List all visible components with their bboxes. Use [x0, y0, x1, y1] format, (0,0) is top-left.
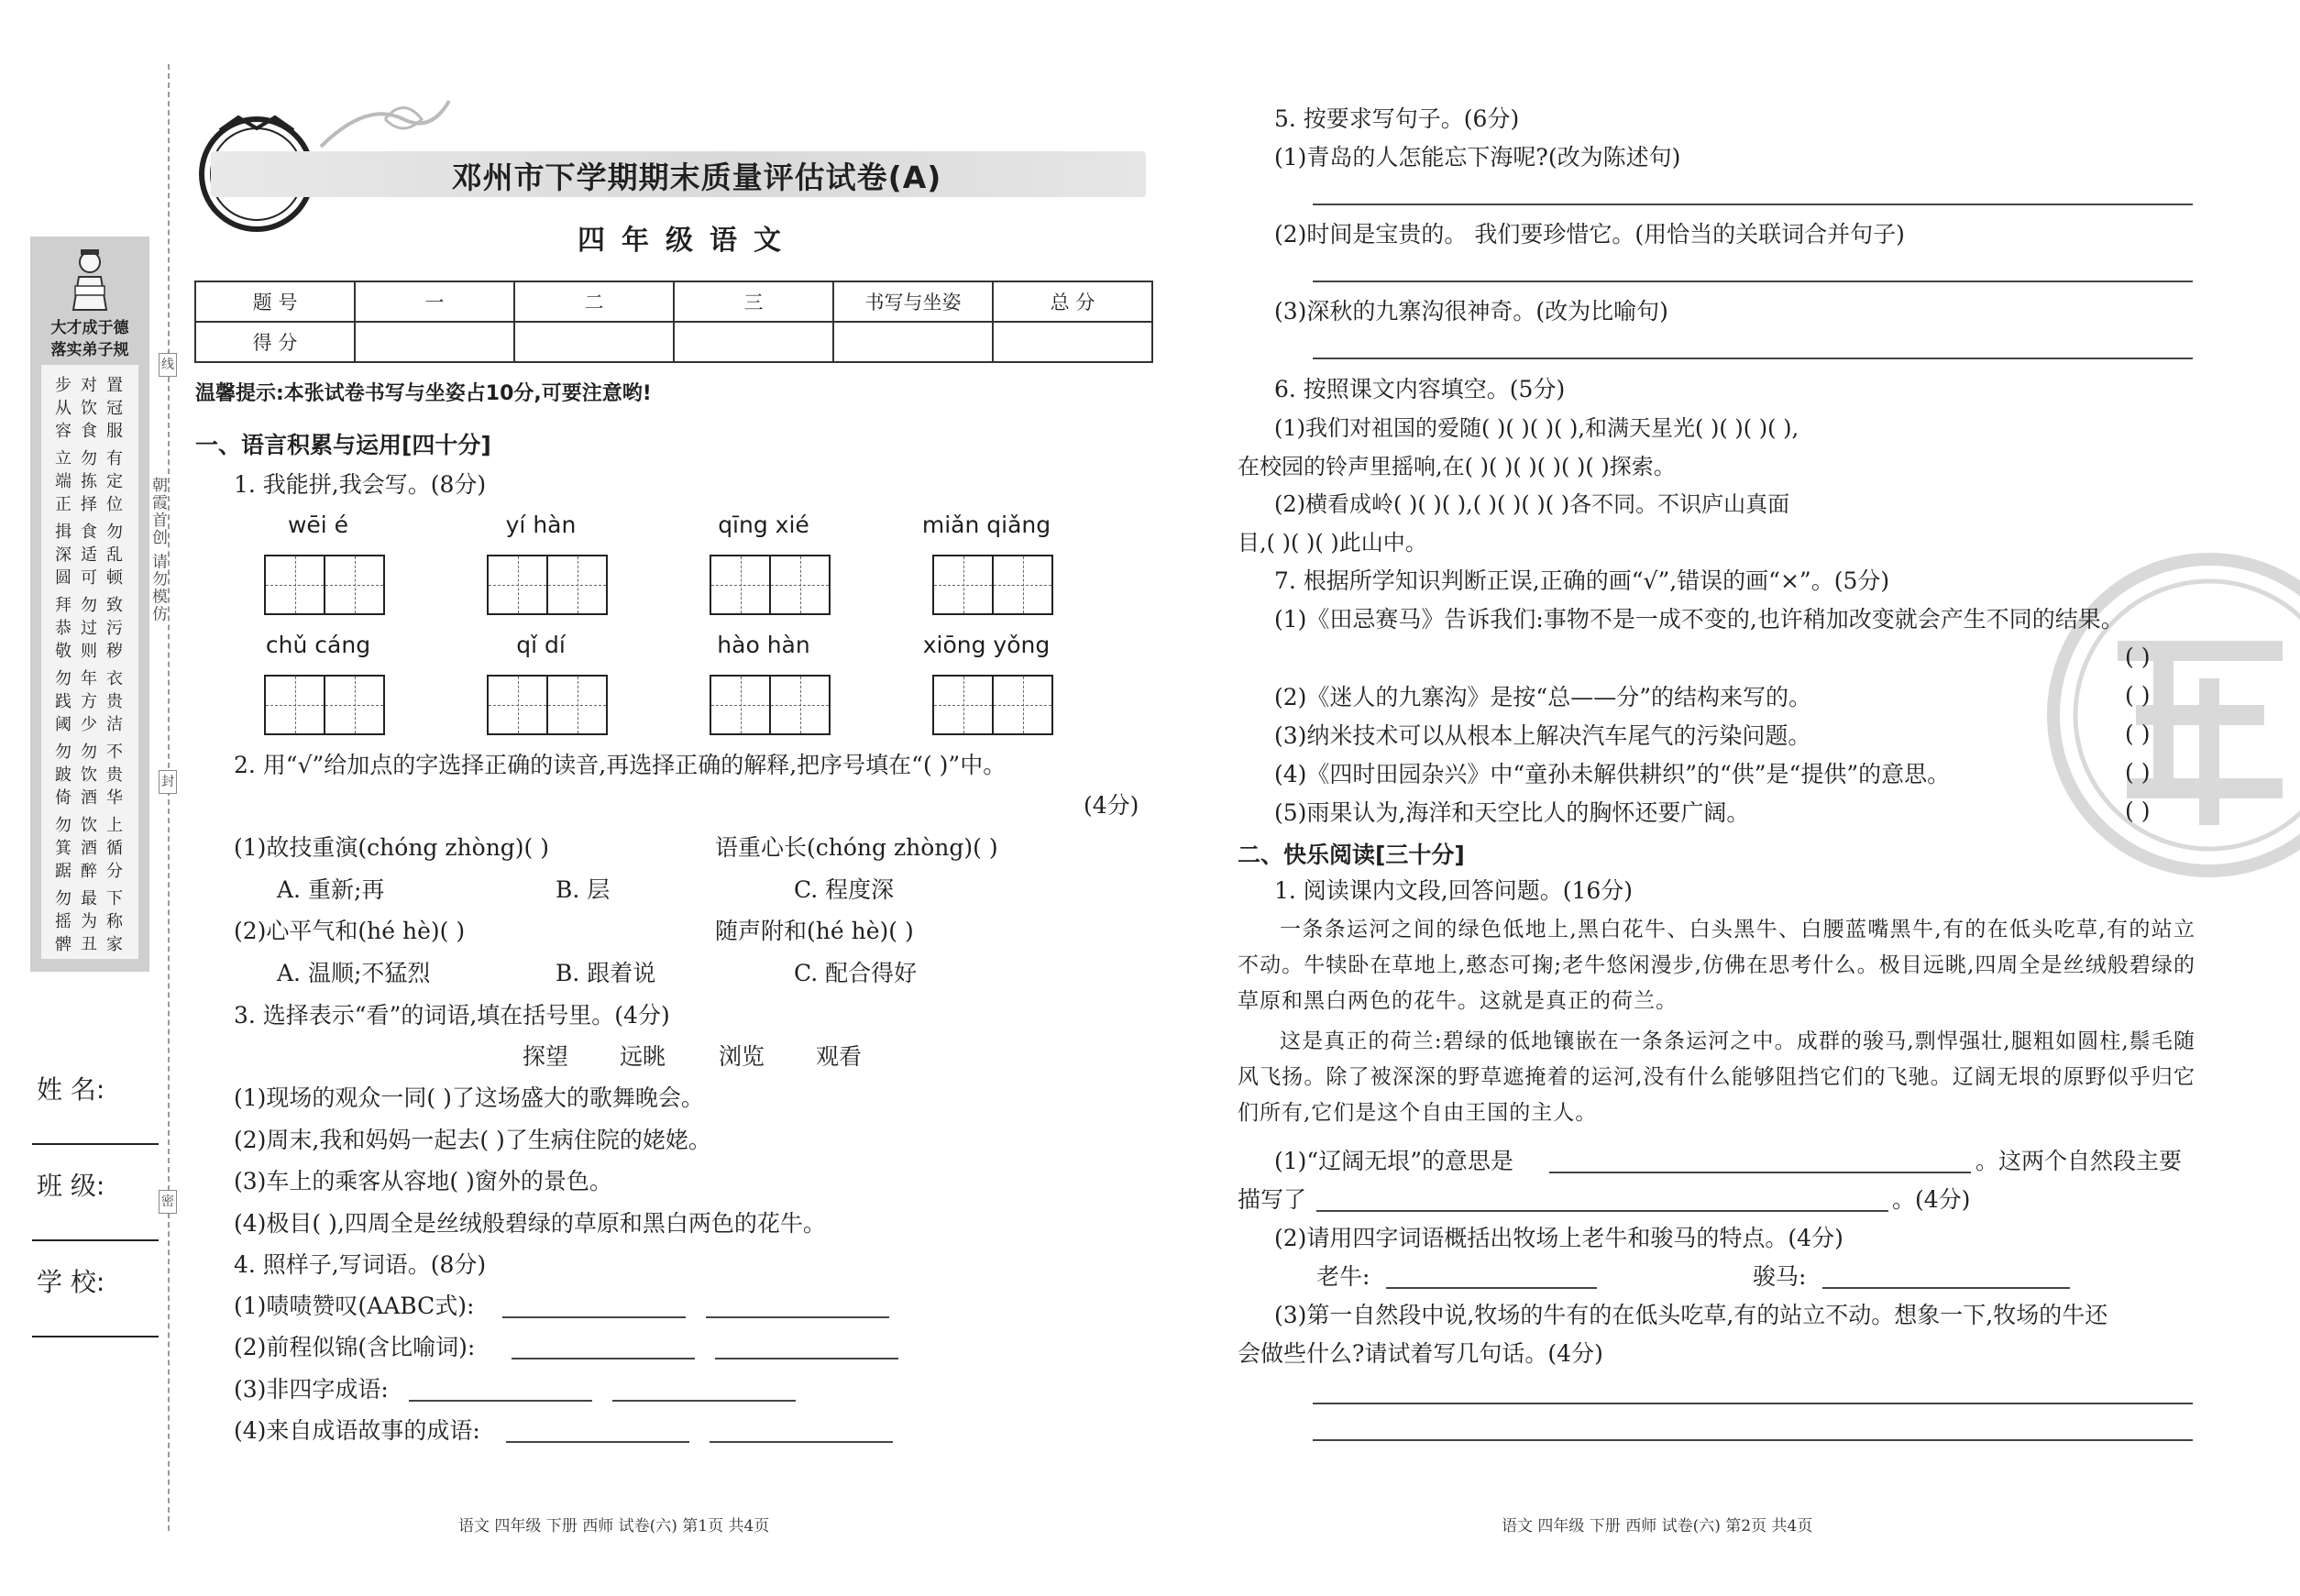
option-b: B. 跟着说: [556, 960, 656, 986]
question-7-item: (2)《迷人的九寨沟》是按“总——分”的结构来写的。: [1274, 684, 1811, 710]
question-2-item-2a[interactable]: (2)心平气和(hé hè)( ): [234, 918, 466, 944]
character-grid[interactable]: [264, 675, 385, 735]
question-4-item: (3)非四字成语:: [234, 1376, 389, 1403]
name-field[interactable]: [32, 1143, 159, 1145]
question-2: 2. 用“√”给加点的字选择正确的读音,再选择正确的解释,把序号填在“( )”中。: [234, 752, 1007, 778]
motto-column: 勿饮酒: [81, 743, 97, 808]
answer-blank[interactable]: [1549, 1172, 1971, 1173]
question-3-item[interactable]: (4)极目( ),四周全是丝绒般碧绿的草原和黑白两色的花牛。: [234, 1210, 826, 1237]
page-footer-left: 语文 四年级 下册 西师 试卷(六) 第1页 共4页: [458, 1517, 770, 1535]
reading-q3-prompt-line2: 会做些什么?请试着写几句话。(4分): [1238, 1340, 1603, 1367]
motto-column: 置冠服: [106, 376, 123, 441]
seal-mark-secret: 密: [159, 1190, 177, 1214]
option-c: C. 程度深: [794, 876, 895, 903]
motto-column: 立端正: [55, 449, 72, 514]
motto-column: 上循分: [106, 816, 123, 881]
motto-column: 最为丑: [81, 889, 97, 954]
word-option: 浏览: [719, 1043, 765, 1070]
motto-column: 勿践阈: [55, 669, 72, 734]
exam-title: 邓州市下学期期末质量评估试卷(A): [451, 160, 942, 195]
motto-column: 食适可: [81, 523, 97, 588]
question-5-item: (3)深秋的九寨沟很神奇。(改为比喻句): [1274, 298, 1668, 325]
question-6-line[interactable]: 目,( )( )( )此山中。: [1238, 530, 1427, 556]
reading-question-1: 1. 阅读课内文段,回答问题。(16分): [1274, 877, 1634, 904]
scholar-illustration-icon: [62, 246, 117, 314]
question-3-item[interactable]: (3)车上的乘客从容地( )窗外的景色。: [234, 1168, 612, 1194]
motto-column: 致污秽: [106, 596, 123, 661]
motto-panel: [30, 237, 149, 972]
judgement-paren[interactable]: ( ): [2125, 798, 2151, 824]
motto-column: 勿跛倚: [55, 743, 72, 808]
page-footer-right: 语文 四年级 下册 西师 试卷(六) 第2页 共4页: [1502, 1517, 1813, 1535]
pinyin-label: miǎn qiǎng: [921, 512, 1051, 538]
pinyin-label: chǔ cáng: [265, 632, 371, 658]
motto-column: 年方少: [81, 669, 97, 734]
school-field[interactable]: [32, 1336, 159, 1337]
answer-blank[interactable]: [710, 1441, 893, 1443]
score-table-cell: 一: [355, 281, 514, 322]
score-table-cell: 书写与坐姿: [833, 281, 993, 322]
question-4-item: (2)前程似锦(含比喻词):: [234, 1334, 476, 1360]
question-7-item: (3)纳米技术可以从根本上解决汽车尾气的污染问题。: [1274, 722, 1811, 749]
judgement-paren[interactable]: ( ): [2125, 721, 2151, 747]
score-field[interactable]: [514, 322, 674, 362]
character-grid[interactable]: [710, 555, 831, 615]
judgement-paren[interactable]: ( ): [2125, 682, 2151, 709]
character-grid[interactable]: [487, 555, 608, 615]
motto-column: 揖深圆: [55, 523, 72, 588]
motto-column: 勿过则: [81, 596, 97, 661]
answer-blank[interactable]: [512, 1358, 695, 1359]
question-3-item[interactable]: (2)周末,我和妈妈一起去( )了生病住院的姥姥。: [234, 1127, 711, 1153]
question-7-item: (5)雨果认为,海洋和天空比人的胸怀还要广阔。: [1274, 799, 1750, 826]
answer-line[interactable]: [1313, 204, 2193, 205]
pinyin-label: yí hàn: [505, 512, 577, 538]
motto-column: 有定位: [106, 449, 123, 514]
class-label: 班 级:: [37, 1171, 105, 1201]
question-5: 5. 按要求写句子。(6分): [1274, 105, 1520, 132]
judgement-paren[interactable]: ( ): [2125, 759, 2151, 786]
section2-heading: 二、快乐阅读[三十分]: [1238, 842, 1465, 868]
seal-mark-line: 线: [159, 353, 177, 377]
ribbon-decoration: [312, 92, 458, 156]
character-grid[interactable]: [264, 555, 385, 615]
horse-answer[interactable]: [1822, 1287, 2070, 1289]
pinyin-label: xiōng yǒng: [922, 632, 1051, 658]
motto-column: 勿乱顿: [106, 523, 123, 588]
question-2-item-1b[interactable]: 语重心长(chóng zhòng)( ): [715, 834, 998, 861]
character-grid[interactable]: [710, 675, 831, 735]
question-6: 6. 按照课文内容填空。(5分): [1274, 376, 1566, 402]
question-5-item: (1)青岛的人怎能忘下海呢?(改为陈述句): [1274, 144, 1681, 171]
reading-q1-score: 。(4分): [1892, 1186, 1971, 1213]
score-table-score-row: [195, 322, 1152, 362]
reading-q1-prompt-cont: 。这两个自然段主要: [1975, 1148, 2183, 1174]
answer-blank[interactable]: [506, 1441, 689, 1443]
motto-title: 大才成于德 落实弟子规: [50, 319, 129, 359]
score-field[interactable]: [355, 322, 514, 362]
answer-line[interactable]: [1313, 358, 2193, 359]
motto-column: 勿箕踞: [55, 816, 72, 881]
answer-blank[interactable]: [1316, 1210, 1888, 1212]
score-table-cell: 总 分: [993, 281, 1152, 322]
option-b: B. 层: [556, 876, 611, 903]
reading-q1-prompt: (1)“辽阔无垠”的意思是: [1274, 1148, 1513, 1174]
score-table-cell: 得 分: [195, 322, 355, 362]
question-3-item[interactable]: (1)现场的观众一同( )了这场盛大的歌舞晚会。: [234, 1084, 704, 1111]
question-6-line[interactable]: 在校园的铃声里摇响,在( )( )( )( )( )( )探索。: [1238, 454, 1676, 479]
question-7-item: (1)《田忌赛马》告诉我们:事物不是一成不变的,也许稍加改变就会产生不同的结果。: [1274, 606, 2124, 633]
answer-blank[interactable]: [706, 1316, 889, 1318]
answer-blank[interactable]: [409, 1400, 592, 1402]
answer-blank[interactable]: [612, 1400, 796, 1402]
binding-dashed-line: [168, 64, 170, 1531]
motto-column: 对饮食: [81, 376, 97, 441]
character-grid[interactable]: [932, 555, 1053, 615]
pinyin-label: qīng xié: [718, 512, 809, 538]
reading-passage-paragraph: 一条条运河之间的绿色低地上,黑白花牛、白头黑牛、白腰蓝嘴黑牛,有的在低头吃草,有的站立不动。牛犊卧在草地上,憨态可掬;老牛悠闲漫步,仿佛在思考什么。极目远眺,四周全是丝绒般碧绿的草原和黑白两色的花牛。这就是真正的荷兰。: [1238, 918, 2195, 1013]
old-cow-label: 老牛:: [1316, 1263, 1370, 1290]
question-6-line[interactable]: (1)我们对祖国的爱随( )( )( )( ),和满天星光( )( )( )( ),: [1274, 415, 1799, 441]
judgement-paren[interactable]: ( ): [2125, 644, 2151, 670]
answer-blank[interactable]: [502, 1316, 686, 1318]
score-table-cell: 二: [514, 281, 674, 322]
motto-column: 勿摇髀: [55, 889, 72, 954]
watermark-seal-icon: [2026, 550, 2300, 880]
motto-column: 勿拣择: [81, 449, 97, 514]
score-table: [194, 281, 1153, 363]
score-field[interactable]: [674, 322, 833, 362]
subject-title: 四年级语文: [578, 225, 798, 257]
question-6-line[interactable]: (2)横看成岭( )( )( ),( )( )( )( )各不同。不识庐山真面: [1274, 491, 1790, 517]
question-4-item: (1)啧啧赞叹(AABC式):: [234, 1293, 475, 1319]
answer-blank[interactable]: [715, 1358, 898, 1359]
old-cow-answer[interactable]: [1386, 1287, 1597, 1289]
motto-column: 饮酒醉: [81, 816, 97, 881]
word-option: 观看: [816, 1043, 863, 1070]
pinyin-label: wēi é: [287, 512, 349, 538]
name-label: 姓 名:: [37, 1074, 105, 1105]
reading-q3-prompt: (3)第一自然段中说,牧场的牛有的在低头吃草,有的站立不动。想象一下,牧场的牛还: [1274, 1302, 2108, 1328]
copyright-note: 朝霞首创 请勿模仿: [149, 477, 167, 623]
motto-column: 下称家: [106, 889, 123, 954]
question-7: 7. 根据所学知识判断正误,正确的画“√”,错误的画“×”。(5分): [1274, 567, 1890, 594]
reading-q2-prompt: (2)请用四字词语概括出牧场上老牛和骏马的特点。(4分): [1274, 1225, 1843, 1251]
pinyin-label: hào hàn: [717, 632, 810, 658]
score-field[interactable]: [833, 322, 993, 362]
word-option: 探望: [523, 1043, 569, 1070]
option-a: A. 温顺;不猛烈: [277, 960, 431, 986]
answer-line[interactable]: [1313, 281, 2193, 282]
motto-columns: [41, 365, 138, 959]
character-grid[interactable]: [932, 675, 1053, 735]
question-3: 3. 选择表示“看”的词语,填在括号里。(4分): [234, 1002, 670, 1029]
question-1: 1. 我能拼,我会写。(8分): [234, 471, 487, 498]
motto-column: 不贵华: [106, 743, 123, 808]
word-option: 远眺: [620, 1043, 666, 1070]
question-4-item: (4)来自成语故事的成语:: [234, 1417, 480, 1444]
motto-column: 衣贵洁: [106, 669, 123, 734]
school-label: 学 校:: [37, 1267, 105, 1297]
question-2-item-1a[interactable]: (1)故技重演(chóng zhòng)( ): [234, 834, 550, 861]
horse-label: 骏马:: [1753, 1263, 1807, 1290]
class-field[interactable]: [32, 1239, 159, 1241]
pinyin-label: qǐ dí: [516, 632, 566, 658]
question-2-item-2b[interactable]: 随声附和(hé hè)( ): [715, 918, 914, 944]
score-table-cell: 题 号: [195, 281, 355, 322]
question-2-score: (4分): [1084, 792, 1139, 819]
warm-tip: 温馨提示:本张试卷书写与坐姿占10分,可要注意哟!: [195, 382, 652, 405]
question-5-item: (2)时间是宝贵的。 我们要珍惜它。(用恰当的关联词合并句子): [1274, 221, 1905, 248]
option-a: A. 重新;再: [277, 876, 385, 903]
answer-line[interactable]: [1313, 1439, 2193, 1441]
character-grid[interactable]: [487, 675, 608, 735]
score-table-header-row: [195, 281, 1152, 322]
motto-column: 拜恭敬: [55, 596, 72, 661]
question-4: 4. 照样子,写词语。(8分): [234, 1251, 487, 1278]
reading-q1-prompt-line2: 描写了: [1238, 1186, 1307, 1213]
answer-line[interactable]: [1313, 1403, 2193, 1404]
score-table-cell: 三: [674, 281, 833, 322]
section1-heading: 一、语言积累与运用[四十分]: [195, 432, 491, 458]
seal-mark-seal: 封: [159, 770, 177, 794]
motto-column: 步从容: [55, 376, 72, 441]
score-field[interactable]: [993, 322, 1152, 362]
reading-passage-paragraph: 这是真正的荷兰:碧绿的低地镶嵌在一条条运河之中。成群的骏马,剽悍强壮,腿粗如圆柱,鬃毛随风飞扬。除了被深深的野草遮掩着的运河,没有什么能够阻挡它们的飞驰。辽阔无垠的原野似乎归它们所有,它们是这个自由王国的主人。: [1238, 1029, 2195, 1125]
question-7-item: (4)《四时田园杂兴》中“童孙未解供耕织”的“供”是“提供”的意思。: [1274, 761, 1951, 787]
option-c: C. 配合得好: [794, 960, 918, 986]
